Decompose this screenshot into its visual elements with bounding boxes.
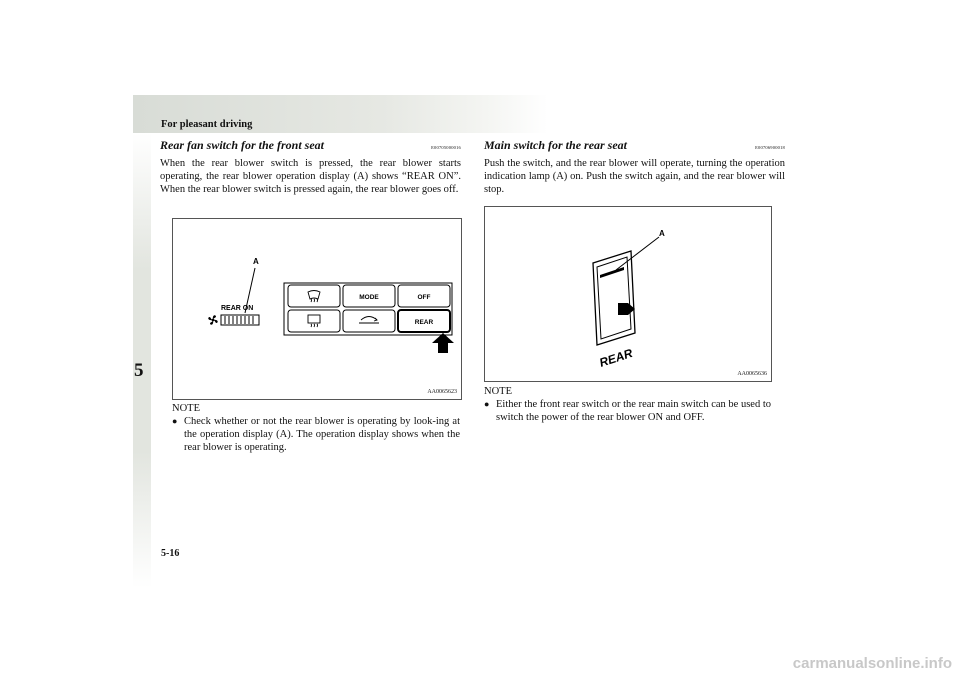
fan-level-display	[221, 315, 259, 325]
rear-figure-code: AA0065636	[737, 371, 767, 377]
rear-label: REAR	[597, 346, 635, 370]
right-note-label: NOTE	[484, 386, 512, 397]
rear-switch-figure	[484, 206, 772, 382]
front-figure-code: AA0065623	[427, 389, 457, 395]
page-number: 5-16	[161, 548, 180, 559]
left-note-text: Check whether or not the rear blower is operating by look-ing at the operation display (A). The operation display shows when the rear blower is operating.	[184, 416, 460, 453]
left-note	[172, 402, 460, 454]
rear-main-switch[interactable]	[597, 257, 631, 339]
left-section-code: E00705000016	[431, 145, 461, 150]
right-body: Push the switch, and the rear blower will operate, turning the operation indication lamp (A) on. Push the switch again, and the rear blower will stop.	[484, 158, 785, 195]
off-button-label: OFF	[417, 294, 431, 301]
recirculation-button[interactable]	[343, 310, 395, 332]
right-note	[484, 385, 771, 424]
left-column	[160, 138, 461, 196]
rear-defrost-button[interactable]	[288, 310, 340, 332]
front-panel-illustration	[173, 219, 461, 399]
bullet-icon: ●	[172, 416, 178, 426]
rear-on-label: REAR ON	[221, 305, 254, 312]
left-body: When the rear blower switch is pressed, the rear blower starts operating, the rear blower operation display (A) shows “REAR ON”. When the rear blower switch is pressed again, the rear blower goes off.	[160, 158, 461, 195]
left-note-label: NOTE	[172, 403, 200, 414]
left-heading: Rear fan switch for the front seat	[160, 138, 325, 152]
rear-switch-illustration	[485, 207, 771, 381]
mode-button-label: MODE	[359, 294, 379, 301]
right-heading: Main switch for the rear seat	[484, 138, 628, 152]
fan-icon	[208, 315, 217, 324]
section-title: For pleasant driving	[161, 119, 253, 130]
right-note-text: Either the front rear switch or the rear main switch can be used to switch the power of the rear blower ON and OFF.	[496, 399, 771, 423]
right-column	[484, 138, 785, 196]
front-defrost-button[interactable]	[288, 285, 340, 307]
button-panel	[284, 283, 452, 335]
right-section-code: E00706900018	[755, 145, 785, 150]
front-panel-figure	[172, 218, 462, 400]
arrow-icon	[432, 333, 454, 353]
rear-button-label: REAR	[414, 319, 434, 326]
label-a: A	[253, 257, 259, 266]
label-a: A	[659, 229, 665, 238]
watermark: carmanualsonline.info	[792, 655, 952, 672]
bullet-icon: ●	[484, 399, 490, 409]
chapter-number: 5	[134, 360, 144, 381]
